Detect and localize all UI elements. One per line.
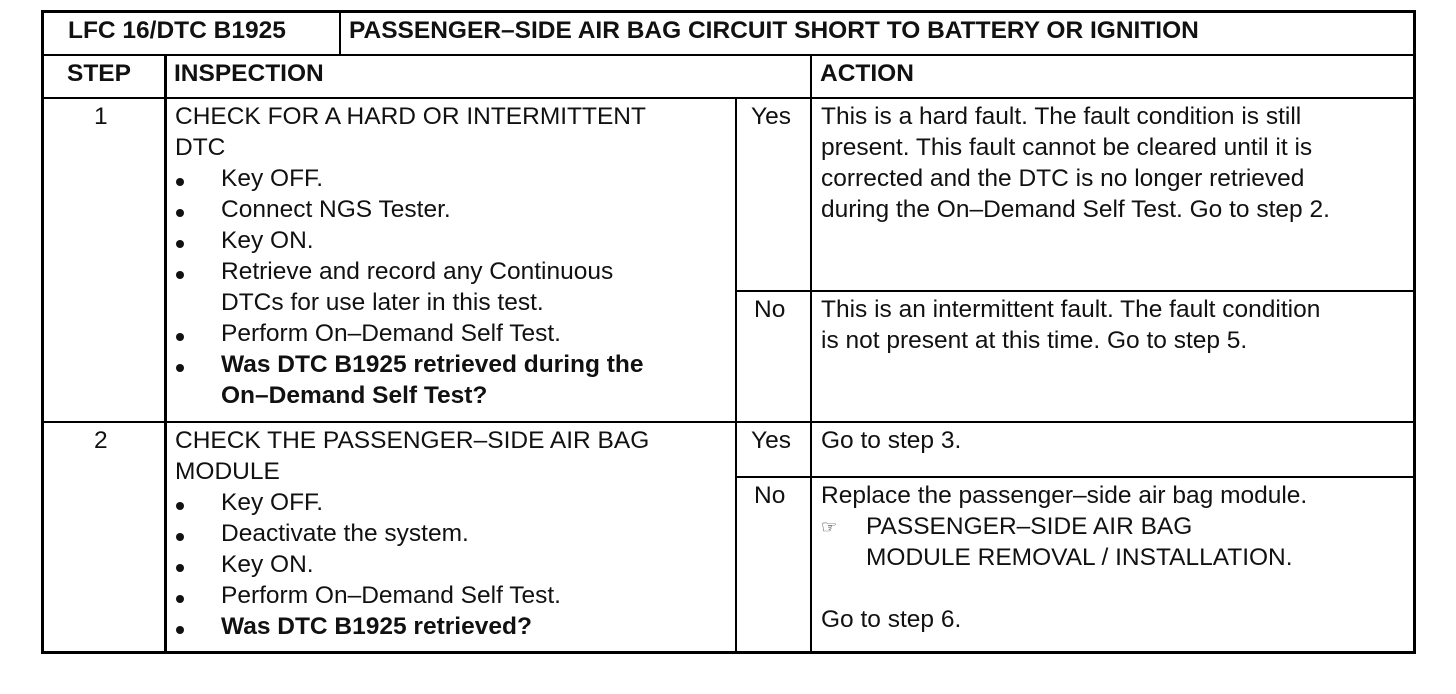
inspection-step: Deactivate the system. — [221, 520, 469, 547]
inspection-question: Was DTC B1925 retrieved? — [221, 613, 532, 640]
inspection-step: Key OFF. — [221, 165, 324, 192]
bullet-icon — [176, 178, 184, 186]
column-header-step: STEP — [67, 60, 131, 87]
row2-answer-divider — [735, 476, 1416, 478]
row-divider — [41, 421, 1416, 423]
column-header-divider — [41, 97, 1416, 99]
header-divider — [41, 54, 1416, 56]
action-followup: Go to step 6. — [821, 606, 962, 633]
inspection-step: Connect NGS Tester. — [221, 196, 451, 223]
inspection-step: Retrieve and record any Continuous — [221, 258, 614, 285]
reference-link[interactable]: PASSENGER–SIDE AIR BAG — [866, 513, 1193, 540]
bullet-icon — [176, 364, 184, 372]
bullet-icon — [176, 626, 184, 634]
table-border-bottom — [41, 651, 1416, 654]
action-text: during the On–Demand Self Test. Go to step 2. — [821, 196, 1330, 223]
action-text: present. This fault cannot be cleared until it is — [821, 134, 1313, 161]
bullet-icon — [176, 595, 184, 603]
header-code-divider — [339, 10, 341, 55]
action-text: corrected and the DTC is no longer retrieved — [821, 165, 1305, 192]
inspection-step: Key OFF. — [221, 489, 324, 516]
inspection-question: Was DTC B1925 retrieved during the — [221, 351, 644, 378]
action-text: This is an intermittent fault. The fault condition — [821, 296, 1321, 323]
header-code: LFC 16/DTC B1925 — [68, 17, 286, 44]
bullet-icon — [176, 271, 184, 279]
inspection-heading: DTC — [175, 134, 226, 161]
bullet-icon — [176, 502, 184, 510]
inspection-question: On–Demand Self Test? — [221, 382, 488, 409]
page-title: PASSENGER–SIDE AIR BAG CIRCUIT SHORT TO BATTERY OR IGNITION — [349, 17, 1199, 44]
reference-link[interactable]: MODULE REMOVAL / INSTALLATION. — [866, 544, 1293, 571]
answer-column-divider — [735, 97, 737, 653]
inspection-heading: CHECK FOR A HARD OR INTERMITTENT — [175, 103, 646, 130]
column-header-action: ACTION — [820, 60, 914, 87]
inspection-step: Key ON. — [221, 227, 314, 254]
bullet-icon — [176, 240, 184, 248]
action-text: This is a hard fault. The fault condition is still — [821, 103, 1302, 130]
action-text: Replace the passenger–side air bag module. — [821, 482, 1308, 509]
inspection-heading: CHECK THE PASSENGER–SIDE AIR BAG — [175, 427, 650, 454]
inspection-step: Key ON. — [221, 551, 314, 578]
table-border-left — [41, 10, 44, 654]
inspection-step: DTCs for use later in this test. — [221, 289, 544, 316]
action-text: Go to step 3. — [821, 427, 962, 454]
inspection-heading: MODULE — [175, 458, 280, 485]
answer-yes: Yes — [751, 103, 791, 130]
inspection-step: Perform On–Demand Self Test. — [221, 320, 561, 347]
answer-yes: Yes — [751, 427, 791, 454]
bullet-icon — [176, 209, 184, 217]
bullet-icon — [176, 333, 184, 341]
bullet-icon — [176, 564, 184, 572]
bullet-icon — [176, 533, 184, 541]
action-column-divider — [810, 54, 812, 654]
step-number: 2 — [94, 427, 108, 454]
action-text: is not present at this time. Go to step 5. — [821, 327, 1248, 354]
inspection-step: Perform On–Demand Self Test. — [221, 582, 561, 609]
pointing-hand-icon: ☞ — [821, 517, 838, 537]
row1-answer-divider — [735, 290, 1416, 292]
answer-no: No — [754, 296, 786, 323]
table-border-right — [1413, 10, 1416, 654]
step-column-divider — [164, 54, 167, 654]
answer-no: No — [754, 482, 786, 509]
table-border-top — [41, 10, 1416, 13]
column-header-inspection: INSPECTION — [174, 60, 324, 87]
step-number: 1 — [94, 103, 108, 130]
